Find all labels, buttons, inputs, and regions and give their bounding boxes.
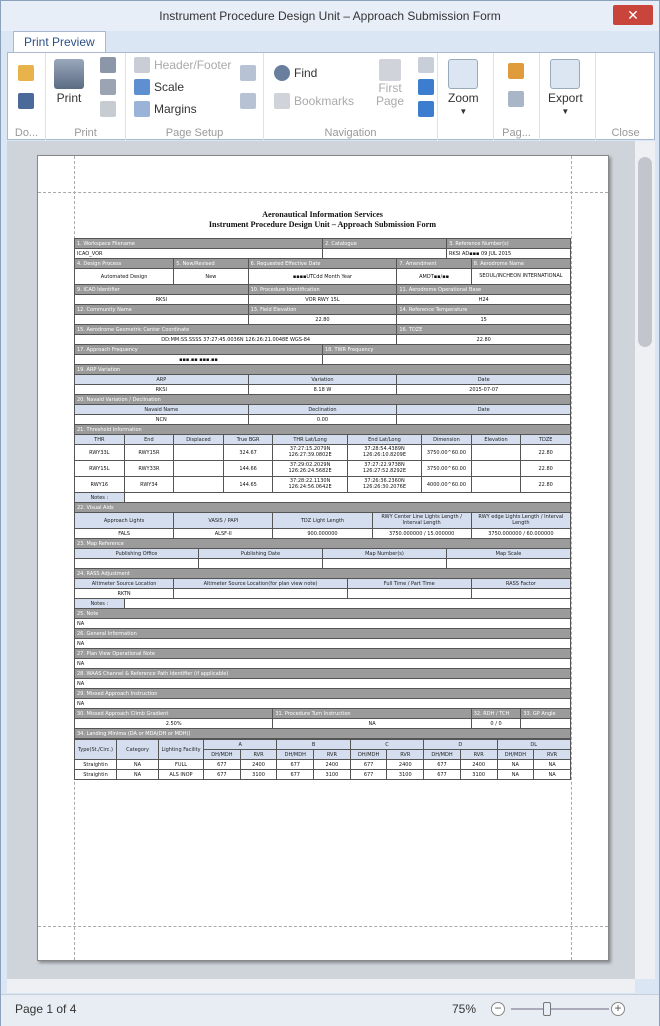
val-altimeter-plan — [174, 589, 348, 599]
col-navaid-name: Navaid Name — [75, 405, 249, 415]
val-rwy-center-lights: 3750.000000 / 15.000000 — [372, 529, 471, 539]
hdr-catalogue: 2. Catalogue — [322, 239, 446, 249]
val-variation: 8.18 W — [248, 385, 397, 395]
group-label-navigation: Navigation — [324, 127, 377, 139]
hdr-arp-variation: 19. ARP Variation — [75, 365, 571, 375]
hdr-new-revised: 5. New/Revised — [174, 259, 248, 269]
vertical-scroll-thumb[interactable] — [638, 157, 652, 347]
minima-row: Straightin NA FULL 677 2400 677 2400 677 2400 677 2400 NA NA — [75, 760, 571, 770]
page-color-icon — [508, 63, 524, 79]
hdr-climb-gradient: 30. Missed Approach Climb Gradient — [75, 709, 273, 719]
form-table — [74, 238, 571, 739]
notes-value — [124, 493, 570, 503]
hdr-reference: 3. Reference Number(s) — [446, 239, 570, 249]
paper-size-button[interactable] — [240, 93, 256, 109]
col-cat-d: D — [424, 740, 497, 750]
hdr-gp-angle: 33. GP Angle — [521, 709, 571, 719]
hdr-general-info: 26. General Information — [75, 629, 571, 639]
col-declination: Declination — [248, 405, 397, 415]
save-button[interactable] — [18, 93, 34, 109]
hdr-approach-freq: 17. Approach Frequency — [75, 345, 323, 355]
status-bar — [1, 994, 659, 1026]
hdr-operational-base: 11. Aerodrome Operational Base — [397, 285, 571, 295]
print-options-icon — [100, 79, 116, 95]
group-page-setup — [126, 53, 264, 141]
print-options-button[interactable] — [100, 79, 116, 95]
zoom-slider-thumb[interactable] — [543, 1002, 551, 1016]
val-rwy-edge-lights: 3750.000000 / 60.000000 — [471, 529, 570, 539]
orientation-icon — [240, 65, 256, 81]
hdr-plan-view-note: 27. Plan View Operational Note — [75, 649, 571, 659]
val-tdze: 22.80 — [397, 335, 571, 345]
zoom-icon — [448, 59, 478, 89]
val-ref-temp: 15 — [397, 315, 571, 325]
col-end-latlong: End Lat/Long — [347, 435, 421, 445]
val-approach-lights: FALS — [75, 529, 174, 539]
close-window-button[interactable]: ✕ — [613, 5, 653, 25]
col-vasis-papi: VASIS / PAPI — [174, 513, 273, 529]
margins-button[interactable]: Margins — [134, 101, 197, 117]
val-aerodrome-name: SEOUL/INCHEON INTERNATIONAL — [471, 269, 570, 285]
zoom-out-button[interactable]: − — [491, 1002, 505, 1016]
window-title: Instrument Procedure Design Unit – Approach Submission Form — [159, 9, 501, 23]
val-navaid-name: NCN — [75, 415, 249, 425]
threshold-row: RWY15L RWY33R 144.66 37:29:02.2029N 126:26:24.5682E 37:27:22.9738N 126:27:52.8292E 3750.00^60.00 22.80 — [75, 461, 571, 477]
submission-form — [74, 210, 571, 780]
hdr-community: 12. Community Name — [75, 305, 249, 315]
group-export — [540, 53, 596, 141]
col-type: Type(St./Circ.) — [75, 740, 117, 760]
val-reference: RKSI AD▪▪▪ 09 JUL 2015 — [446, 249, 570, 259]
val-arp: RKSI — [75, 385, 249, 395]
group-label-page-setup: Page Setup — [165, 127, 224, 139]
watermark-icon — [508, 91, 524, 107]
col-arp: ARP — [75, 375, 249, 385]
col-full-part-time: Full Time / Part Time — [347, 579, 471, 589]
next-page-button[interactable] — [418, 79, 434, 95]
group-label-document: Do... — [14, 127, 39, 139]
val-geometric-center: DD:MM:SS.SSSS 37:27:45.0036N 126:26:21.0048E WGS-84 — [75, 335, 397, 345]
printer-icon — [54, 59, 84, 89]
hdr-twr-freq: 18. TWR Frequency — [322, 345, 570, 355]
col-dimension: Dimension — [422, 435, 472, 445]
col-thr-tdze: TDZE — [521, 435, 571, 445]
col-approach-lights: Approach Lights — [75, 513, 174, 529]
hdr-visual-aids: 22. Visual Aids — [75, 503, 571, 513]
last-page-icon — [418, 101, 434, 117]
doc-title-1: Aeronautical Information Services — [262, 210, 383, 219]
hdr-geometric-center: 15. Aerodrome Geometric Center Coordinate — [75, 325, 397, 335]
val-rdh-tch: 0 / 0 — [471, 719, 521, 729]
val-operational-base: H24 — [397, 295, 571, 305]
col-rass-factor: RASS Factor — [471, 579, 570, 589]
quick-print-button[interactable] — [100, 57, 116, 73]
hdr-tdze: 16. TDZE — [397, 325, 571, 335]
hdr-field-elevation: 13. Field Elevation — [248, 305, 397, 315]
hdr-threshold: 21. Threshold Information — [75, 425, 571, 435]
group-label-print: Print — [74, 127, 97, 139]
previous-page-icon — [418, 57, 434, 73]
hdr-rass: 24. RASS Adjustment — [75, 569, 571, 579]
val-gp-angle — [521, 719, 571, 729]
col-date: Date — [397, 375, 571, 385]
group-print — [46, 53, 126, 141]
val-plan-view-note: NA — [75, 659, 571, 669]
margin-guide-bottom — [38, 926, 608, 927]
bookmarks-icon — [274, 93, 290, 109]
hdr-map-reference: 23. Map Reference — [75, 539, 571, 549]
page-color-button[interactable] — [508, 63, 524, 79]
group-zoom — [438, 53, 494, 141]
hdr-design-process: 4. Design Process — [75, 259, 174, 269]
hdr-effective-date: 6. Requested Effective Date — [248, 259, 397, 269]
hdr-procedure-id: 10. Procedure Identification — [248, 285, 397, 295]
hdr-ref-temp: 14. Reference Temperature — [397, 305, 571, 315]
group-navigation — [264, 53, 438, 141]
col-altimeter-plan: Altimeter Source Location(for plan view note) — [174, 579, 348, 589]
col-category: Category — [117, 740, 159, 760]
group-close — [596, 53, 655, 141]
col-tdz-light: TDZ Light Length — [273, 513, 372, 529]
minima-row: Straightin NA ALS INOP 677 3100 677 3100 677 3100 677 3100 NA NA — [75, 770, 571, 780]
hdr-aerodrome-name: 8. Aerodrome Name — [471, 259, 570, 269]
tab-print-preview[interactable]: Print Preview — [13, 31, 106, 53]
hdr-rdh-tch: 32. RDH / TCH — [471, 709, 521, 719]
val-vasis-papi: ALSF-II — [174, 529, 273, 539]
val-waas: NA — [75, 679, 571, 689]
col-cat-dl: DL — [497, 740, 571, 750]
col-lighting: Lighting Facility — [159, 740, 204, 760]
scale-button[interactable]: Scale — [134, 79, 184, 95]
horizontal-scrollbar[interactable] — [7, 979, 635, 993]
col-displaced: Displaced — [174, 435, 224, 445]
hdr-workspace: 1. Workspace Filename — [75, 239, 323, 249]
find-button[interactable]: Find — [274, 65, 317, 81]
paper-size-icon — [240, 93, 256, 109]
export-button[interactable]: Export ▼ — [548, 59, 583, 116]
val-declination: 0.00 — [248, 415, 397, 425]
vertical-scrollbar[interactable] — [635, 141, 655, 979]
previous-page-button[interactable] — [418, 57, 434, 73]
val-design-process: Automated Design — [75, 269, 174, 285]
notes-label: Notes : — [75, 493, 125, 503]
group-document — [8, 53, 46, 141]
col-elevation: Elevation — [471, 435, 521, 445]
col-map-scale: Map Scale — [446, 549, 570, 559]
scale-icon — [134, 79, 150, 95]
close-preview-button[interactable]: Close — [611, 127, 640, 139]
header-footer-button[interactable]: Header/Footer — [134, 57, 231, 73]
page-icon — [100, 101, 116, 117]
val-missed-approach: NA — [75, 699, 571, 709]
val-procedure-turn: NA — [273, 719, 471, 729]
val-tdz-light: 900.000000 — [273, 529, 372, 539]
val-general-info: NA — [75, 639, 571, 649]
page-indicator: Page 1 of 4 — [15, 1002, 77, 1016]
val-note: NA — [75, 619, 571, 629]
quick-print-icon — [100, 57, 116, 73]
preview-area[interactable] — [7, 141, 635, 979]
val-rass-factor — [471, 589, 570, 599]
hdr-missed-approach: 29. Missed Approach Instruction — [75, 689, 571, 699]
col-altimeter-source: Altimeter Source Location — [75, 579, 174, 589]
hdr-waas: 28. WAAS Channel & Reference Path Identifier (if applicable) — [75, 669, 571, 679]
zoom-in-button[interactable]: + — [611, 1002, 625, 1016]
hdr-navaid-variation: 20. Navaid Variation / Declination — [75, 395, 571, 405]
val-amendment: AMDT▪▪/▪▪ — [397, 269, 471, 285]
col-publishing-date: Publishing Date — [198, 549, 322, 559]
hdr-procedure-turn: 31. Procedure Turn Instruction — [273, 709, 471, 719]
document-page — [37, 155, 609, 961]
val-icao-id: RKSI — [75, 295, 249, 305]
threshold-row: RWY33L RWY15R 324.67 37:27:15.2079N 126:27:39.0802E 37:28:54.4389N 126:26:10.8209E 3750.00^60.00 22.80 — [75, 445, 571, 461]
minima-table: Type(St./Circ.) Category Lighting Facility A B C D DL DH/MDH RVR DH/MDH RVR DH/MDH RVR DH/MDH RVR DH/MDH RVR Straightin NA FULL 677 2400 677 2400 677 2400 677 2400 NA NA Straightin NA ALS INOP 677 3100 677 3100 677 3100 677 3100 NA NA — [74, 739, 571, 780]
col-navaid-date: Date — [397, 405, 571, 415]
hdr-landing-minima: 34. Landing Minima (DA or MDA(DH or MDH)) — [75, 729, 571, 739]
hdr-icao-id: 9. ICAO Identifier — [75, 285, 249, 295]
zoom-slider[interactable] — [511, 1008, 609, 1010]
zoom-button[interactable]: Zoom ▼ — [448, 59, 479, 116]
col-thr-latlong: THR Lat/Long — [273, 435, 347, 445]
col-rwy-edge-lights: RWY edge Lights Length / Interval Length — [471, 513, 570, 529]
val-new-revised: New — [174, 269, 248, 285]
col-cat-a: A — [204, 740, 277, 750]
hdr-note: 25. Note — [75, 609, 571, 619]
val-effective-date: ▪▪▪▪UTCdd Month Year — [248, 269, 397, 285]
group-page-background — [494, 53, 540, 141]
col-rwy-center-lights: RWY Center Line Lights Length / Interval Length — [372, 513, 471, 529]
val-twr-freq — [322, 355, 570, 365]
margin-guide-right — [571, 156, 572, 960]
first-page-button[interactable]: First Page — [374, 59, 406, 108]
open-button[interactable] — [18, 65, 34, 81]
first-page-icon — [379, 59, 401, 81]
val-field-elevation: 22.80 — [248, 315, 397, 325]
val-navaid-date — [397, 415, 571, 425]
col-cat-b: B — [277, 740, 350, 750]
val-climb-gradient: 2.50% — [75, 719, 273, 729]
val-altimeter-source: RKTN — [75, 589, 174, 599]
header-footer-icon — [134, 57, 150, 73]
threshold-row: RWY16 RWY34 144.65 37:28:22.1130N 126:24:56.0642E 37:26:36.2360N 126:26:30.2076E 4000.00^60.00 22.80 — [75, 477, 571, 493]
margins-icon — [134, 101, 150, 117]
zoom-dropdown-icon: ▼ — [459, 107, 468, 116]
watermark-button[interactable] — [508, 91, 524, 107]
col-true-bgr: True BGR — [223, 435, 273, 445]
val-community — [75, 315, 249, 325]
col-end: End — [124, 435, 174, 445]
col-thr: THR — [75, 435, 125, 445]
col-cat-c: C — [350, 740, 423, 750]
title-bar — [1, 1, 659, 31]
bookmarks-button[interactable]: Bookmarks — [274, 93, 354, 109]
doc-title-2: Instrument Procedure Design Unit – Approach Submission Form — [208, 220, 437, 229]
notes-value-2 — [124, 599, 570, 609]
last-page-button[interactable] — [418, 101, 434, 117]
val-arp-date: 2015-07-07 — [397, 385, 571, 395]
page-icon-button[interactable] — [100, 101, 116, 117]
ribbon — [7, 52, 655, 140]
next-page-icon — [418, 79, 434, 95]
save-icon — [18, 93, 34, 109]
ribbon-tabbar — [7, 31, 655, 53]
margin-guide-top — [38, 192, 608, 193]
col-map-numbers: Map Number(s) — [322, 549, 446, 559]
export-dropdown-icon: ▼ — [561, 107, 570, 116]
hdr-amendment: 7. Amendment — [397, 259, 471, 269]
notes-label-2: Notes : — [75, 599, 125, 609]
folder-icon — [18, 65, 34, 81]
col-variation: Variation — [248, 375, 397, 385]
page-orientation-button[interactable] — [240, 65, 256, 81]
val-workspace: ICAO_VOR — [75, 249, 323, 259]
print-button[interactable]: Print — [54, 59, 84, 105]
export-icon — [550, 59, 580, 89]
val-procedure-id: VOR RWY 15L — [248, 295, 397, 305]
val-approach-freq: ▪▪▪.▪▪ ▪▪▪.▪▪ — [75, 355, 323, 365]
binoculars-icon — [274, 65, 290, 81]
val-full-part-time — [347, 589, 471, 599]
val-catalogue — [322, 249, 446, 259]
group-label-page-background: Pag... — [502, 127, 531, 139]
col-publishing-office: Publishing Office — [75, 549, 199, 559]
zoom-level[interactable]: 75% — [452, 1002, 477, 1016]
